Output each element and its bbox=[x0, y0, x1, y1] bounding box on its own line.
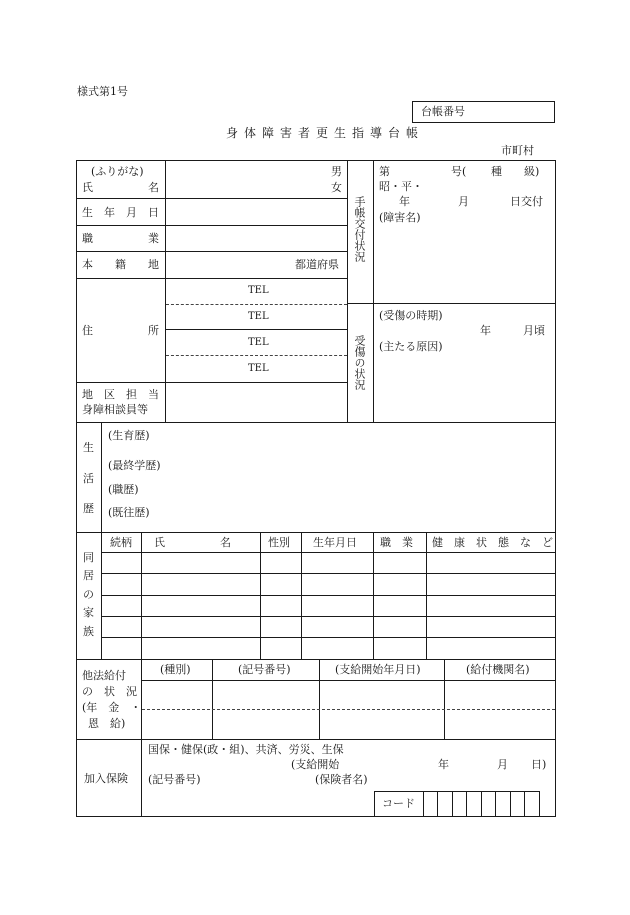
injury-month: 月頃 bbox=[523, 324, 545, 337]
family-label-3: の bbox=[83, 588, 94, 601]
injury-time: (受傷の時期) bbox=[379, 309, 443, 322]
handbook-kyu: 級) bbox=[524, 165, 540, 178]
family-header-birth: 生年月日 bbox=[313, 536, 357, 549]
insurance-symbol: (記号番号) bbox=[148, 773, 201, 786]
handbook-era: 昭・平・ bbox=[379, 180, 423, 193]
insurance-label: 加入保険 bbox=[84, 772, 128, 785]
municipality: 市町村 bbox=[501, 144, 534, 157]
insurance-start: (支給開始 bbox=[291, 758, 340, 771]
insurance-day: 日) bbox=[531, 758, 547, 771]
insurance-insurer: (保険者名) bbox=[315, 773, 368, 786]
insurance-month: 月 bbox=[497, 758, 508, 771]
family-label-4: 家 bbox=[83, 606, 94, 619]
benefits-label-1: 他法給付 bbox=[82, 669, 126, 682]
district-label-2: 身障相談員等 bbox=[82, 403, 148, 416]
male-label: 男 bbox=[331, 165, 342, 178]
tel-label-1: TEL bbox=[248, 285, 269, 296]
tel-label-2: TEL bbox=[248, 311, 269, 322]
page-title: 身体障害者更生指導台帳 bbox=[226, 126, 425, 140]
form-number: 様式第1号 bbox=[77, 85, 128, 98]
family-label-2: 居 bbox=[83, 569, 94, 582]
benefits-label-4: 恩 給) bbox=[88, 717, 126, 730]
name-label: 氏 名 bbox=[82, 181, 159, 194]
career-label: (職歴) bbox=[108, 483, 139, 496]
benefits-label-3: (年 金 ・ bbox=[82, 701, 142, 714]
furigana-label: (ふりがな) bbox=[91, 165, 144, 178]
education-label: (最終学歴) bbox=[108, 459, 161, 472]
address-label: 住 所 bbox=[82, 324, 159, 337]
injury-year: 年 bbox=[480, 324, 491, 337]
handbook-dai: 第 bbox=[379, 165, 390, 178]
family-header-name: 氏 名 bbox=[154, 536, 231, 549]
tel-label-3: TEL bbox=[248, 337, 269, 348]
tel-label-4: TEL bbox=[248, 363, 269, 374]
handbook-status-label: 手帳交付状況 bbox=[353, 196, 366, 262]
handbook-disability: (障害名) bbox=[379, 211, 421, 224]
handbook-go: 号( bbox=[451, 165, 467, 178]
insurance-types: 国保・健保(政・組)、共済、労災、生保 bbox=[148, 743, 344, 756]
prefecture-label: 都道府県 bbox=[295, 258, 339, 271]
ledger-number-label: 台帳番号 bbox=[421, 105, 465, 118]
female-label: 女 bbox=[331, 181, 342, 194]
benefits-header-type: (種別) bbox=[160, 663, 191, 676]
code-label: コード bbox=[382, 797, 415, 810]
birth-date-label: 生 年 月 日 bbox=[82, 206, 159, 219]
life-label-1: 生 bbox=[83, 441, 94, 454]
benefits-header-start: (支給開始年月日) bbox=[335, 663, 421, 676]
benefits-header-agency: (給付機関名) bbox=[466, 663, 530, 676]
family-label-5: 族 bbox=[83, 625, 94, 638]
upbringing-label: (生育歴) bbox=[108, 429, 150, 442]
handbook-shu: 種 bbox=[491, 165, 502, 178]
district-label-1: 地 区 担 当 bbox=[82, 388, 159, 401]
family-header-occupation: 職 業 bbox=[380, 536, 413, 549]
injury-cause: (主たる原因) bbox=[379, 340, 443, 353]
occupation-label: 職 業 bbox=[82, 232, 159, 245]
handbook-month: 月 bbox=[458, 195, 469, 208]
benefits-header-symbol: (記号番号) bbox=[238, 663, 291, 676]
benefits-label-2: の 状 況 bbox=[82, 685, 137, 698]
life-label-2: 活 bbox=[83, 472, 94, 485]
insurance-year: 年 bbox=[438, 758, 449, 771]
medical-history-label: (既往歴) bbox=[108, 506, 150, 519]
domicile-label: 本 籍 地 bbox=[82, 258, 159, 271]
injury-status-label: 受傷の状況 bbox=[353, 335, 366, 390]
handbook-year: 年 bbox=[399, 195, 410, 208]
family-header-sex: 性別 bbox=[268, 536, 290, 549]
family-header-health: 健 康 状 態 な ど bbox=[432, 536, 553, 549]
handbook-issued: 日交付 bbox=[510, 195, 543, 208]
family-header-relation: 続柄 bbox=[110, 536, 132, 549]
family-label-1: 同 bbox=[83, 551, 94, 564]
life-label-3: 歴 bbox=[83, 502, 94, 515]
